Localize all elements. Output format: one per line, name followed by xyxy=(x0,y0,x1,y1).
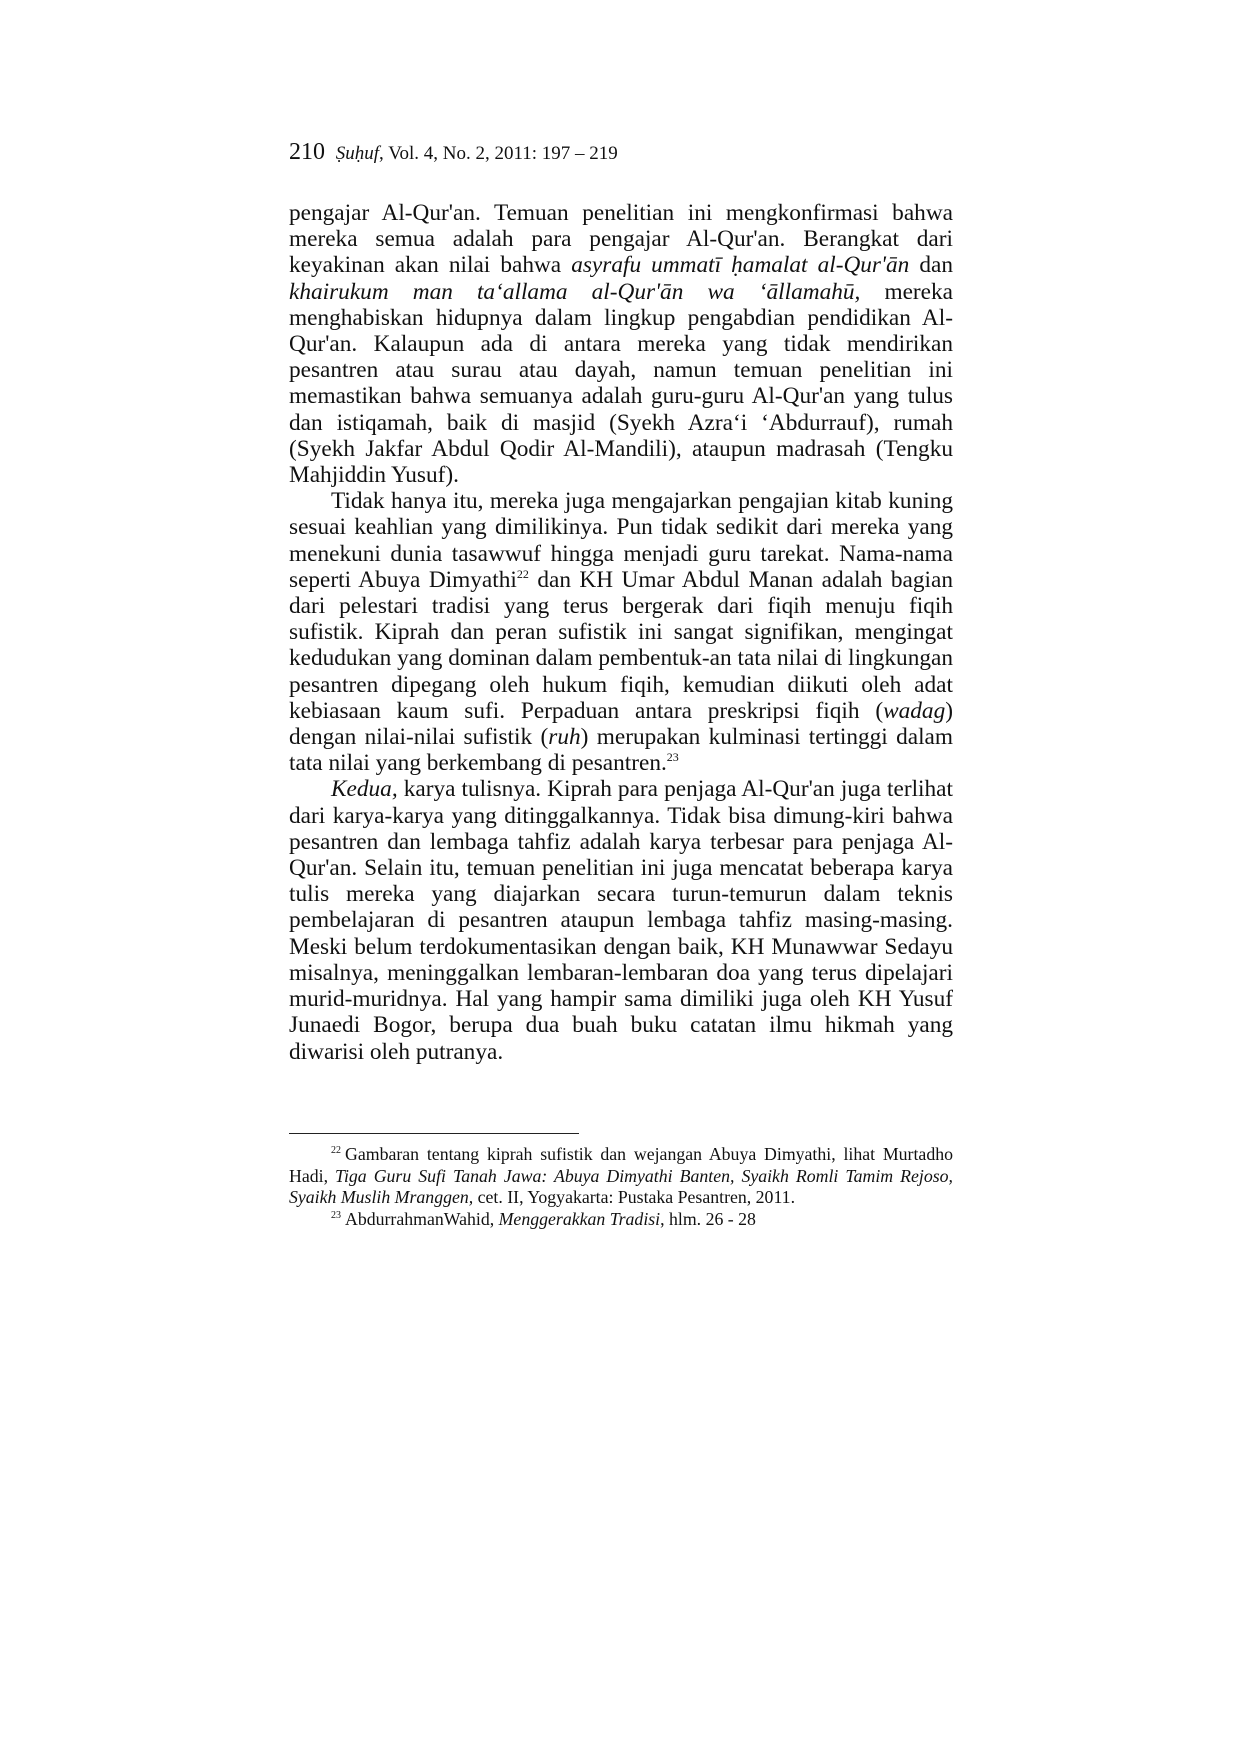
text-run: cet. II, Yogyakarta: Pustaka Pesantren, 2011. xyxy=(473,1187,796,1207)
text-run: , hlm. 26 - 28 xyxy=(660,1208,756,1229)
text-run: karya tulisnya. Kiprah para penjaga Al-Qur'an juga terlihat dari karya-karya yang ditinggalkannya. Tidak bisa dimung-kiri bahwa pesantren dan lembaga tahfiz adalah karya terbesar para penjaga Al-Qur'an. Selain itu, temuan penelitian ini juga mencatat beberapa karya tulis mereka yang diajarkan secara turun-temurun dalam teknis pembelajaran di pesantren ataupun lembaga tahfiz masing-masing. Meski belum terdokumentasikan dengan baik, KH Munawwar Sedayu misalnya, meninggalkan lembaran-lembaran doa yang terus dipelajari murid-muridnya. Hal yang hampir sama dimiliki juga oleh KH Yusuf Junaedi Bogor, berupa dua buah buku catatan ilmu hikmah yang diwarisi oleh putranya. xyxy=(289,776,953,1065)
text-run: Tidak hanya itu, mereka juga mengajarkan pengajian kitab kuning sesuai keahlian yang dimilikinya. Pun tidak sedikit dari mereka yang menekuni dunia tasawwuf hingga menjadi guru tarekat. Nama-nama seperti Abuya Dimyathi xyxy=(289,488,953,593)
footnote-ref[interactable]: 22 xyxy=(516,566,529,581)
italic-term: ruh xyxy=(548,724,581,751)
footnote-number: 23 xyxy=(331,1209,341,1221)
italic-term: asyrafu ummatī ḥamalat al-Qur'ān xyxy=(571,252,910,279)
body-text xyxy=(289,200,953,1065)
italic-title: Menggerakkan Tradisi xyxy=(498,1208,661,1229)
page-number: 210 xyxy=(289,139,325,165)
footnote-number: 22 xyxy=(331,1145,341,1156)
text-run: ) merupakan kulminasi tertinggi dalam tata nilai yang berkembang di pesantren. xyxy=(289,724,954,777)
issue-info: , Vol. 4, No. 2, 2011: 197 – 219 xyxy=(379,143,618,164)
journal-title: Ṣuḥuf xyxy=(335,143,380,164)
paragraph-2 xyxy=(289,488,953,776)
italic-term: wadag xyxy=(883,697,946,724)
paragraph-1 xyxy=(289,200,953,488)
footnote-23 xyxy=(289,1209,953,1231)
running-header xyxy=(289,140,618,166)
text-run: pengajar Al-Qur'an. Temuan penelitian ini mengkonfirmasi bahwa mereka semua adalah para pengajar Al-Qur'an. Berangkat dari keyakinan akan nilai bahwa xyxy=(289,200,953,279)
paragraph-3 xyxy=(289,776,953,1064)
text-run: AbdurrahmanWahid, xyxy=(345,1208,499,1229)
footnote-divider xyxy=(289,1133,579,1134)
text-run: dan KH Umar Abdul Manan adalah bagian dari pelestari tradisi yang terus bergerak dari fiqih menuju fiqih sufistik. Kiprah dan peran sufistik ini sangat signifikan, mengingat kedudukan yang dominan dalam pembentuk-an tata nilai di lingkungan pesantren dipegang oleh hukum fiqih, kemudian diikuti oleh adat kebiasaan kaum sufi. Perpaduan antara preskripsi fiqih ( xyxy=(289,566,953,724)
italic-term: Kedua, xyxy=(331,776,398,803)
footnotes xyxy=(289,1144,953,1230)
text-run: dan xyxy=(909,252,953,279)
italic-term: khairukum man ta‘allama al-Qur'ān wa ‘āllamahū, xyxy=(289,278,861,305)
text-run: mereka menghabiskan hidupnya dalam lingkup pengabdian pendidikan Al-Qur'an. Kalaupun ada di antara mereka yang tidak mendirikan pesantren atau surau atau dayah, namun temuan penelitian ini memastikan bahwa semuanya adalah guru-guru Al-Qur'an yang tulus dan istiqamah, baik di masjid (Syekh Azra‘i ‘Abdurrauf), rumah (Syekh Jakfar Abdul Qodir Al-Mandili), ataupun madrasah (Tengku Mahjiddin Yusuf). xyxy=(289,278,954,489)
text-run: ) dengan nilai-nilai sufistik ( xyxy=(289,697,953,751)
text-run: Gambaran tentang kiprah sufistik dan wejangan Abuya Dimyathi, lihat Murtadho Hadi, xyxy=(289,1144,953,1186)
footnote-22 xyxy=(289,1144,953,1209)
italic-title: Tiga Guru Sufi Tanah Jawa: Abuya Dimyathi Banten, Syaikh Romli Tamim Rejoso, Syaikh Muslih Mranggen, xyxy=(289,1165,953,1207)
footnote-ref[interactable]: 23 xyxy=(666,750,679,765)
